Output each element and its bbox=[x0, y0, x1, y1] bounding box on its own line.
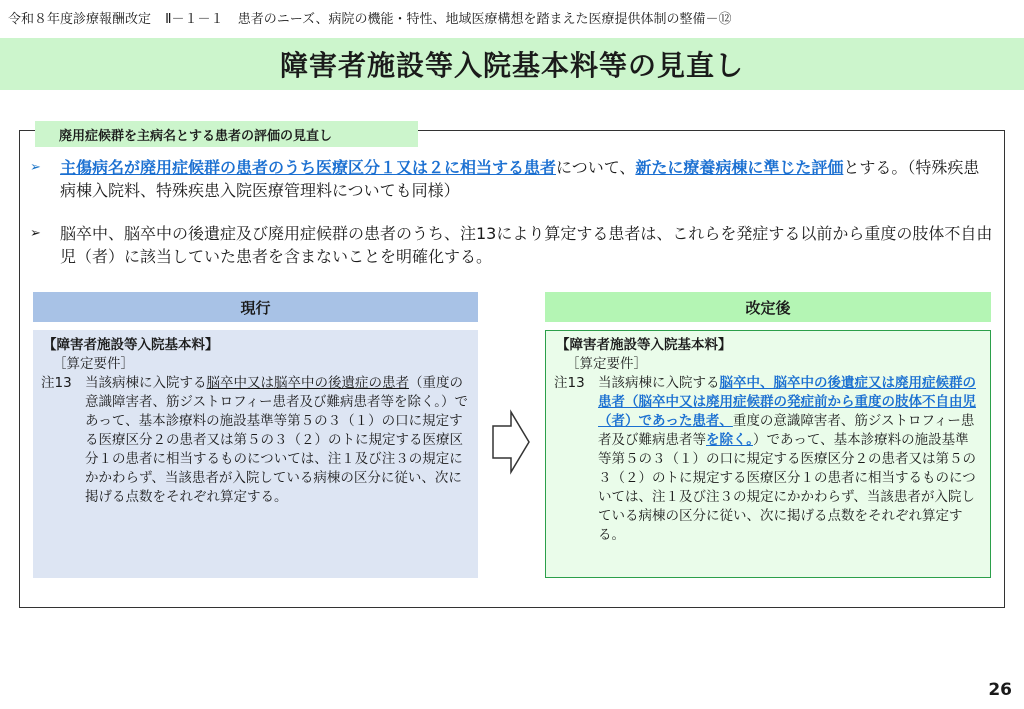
revised-note-text-2: 重度の意識障害者、筋ジストロフィー患者及び難病患者等 bbox=[598, 413, 975, 448]
revision-label: 令和８年度診療報酬改定 bbox=[8, 12, 152, 27]
revised-requirements-label: ［算定要件］ bbox=[566, 356, 647, 372]
title-bar bbox=[0, 38, 1024, 90]
revised-note-text-3: ）であって、基本診療料の施設基準等第５の３（１）の口に規定する医療区分２の患者又は第５の３（２）のトに規定する医療区分１の患者に相当するものについては、注１及び注３の規定にかかわらず、当該患者が入院している病棟の区分に従い、次に掲げる点数をそれぞれ算定する。 bbox=[598, 432, 976, 543]
revised-note bbox=[556, 374, 980, 545]
revised-box bbox=[545, 330, 991, 578]
subject-text: 患者のニーズ、病院の機能・特性、地域医療構想を踏まえた医療提供体制の整備－⑫ bbox=[237, 12, 732, 27]
revised-note-highlight-2: を除く。 bbox=[706, 432, 753, 448]
bullet-2-text: 脳卒中、脳卒中の後遺症及び廃用症候群の患者のうち、注13により算定する患者は、これらを発症する以前から重度の肢体不自由児（者）に該当していた患者を含まないことを明確化する。 bbox=[60, 224, 993, 266]
revised-heading: 改定後 bbox=[545, 292, 991, 322]
section-number: Ⅱ－１－１ bbox=[165, 12, 224, 27]
bullet-1-highlight-2: 新たに療養病棟に準じた評価 bbox=[635, 158, 844, 177]
current-title: 【障害者施設等入院基本料】 bbox=[43, 337, 219, 353]
bullet-1 bbox=[30, 156, 994, 202]
page-number: 26 bbox=[988, 680, 1012, 700]
current-note bbox=[43, 374, 468, 507]
revised-title: 【障害者施設等入院基本料】 bbox=[556, 337, 732, 353]
bullet-1-highlight-1: 主傷病名が廃用症候群の患者のうち医療区分１又は２に相当する患者 bbox=[60, 158, 557, 177]
current-note-label: 注13 bbox=[41, 375, 72, 391]
right-arrow-icon bbox=[491, 408, 531, 476]
revised-note-text-1: 当該病棟に入院する bbox=[598, 375, 720, 391]
arrow-bullet-icon: ➢ bbox=[30, 160, 41, 175]
bullet-2 bbox=[30, 222, 994, 268]
section-tab-label: 廃用症候群を主病名とする患者の評価の見直し bbox=[35, 121, 418, 147]
bullet-1-text-2: とする。（特殊疾患病棟入院料、特殊疾患入院医療管理料についても同様） bbox=[60, 158, 980, 200]
current-note-underlined: 脳卒中又は脳卒中の後遺症の患者 bbox=[206, 375, 409, 391]
current-requirements-label: ［算定要件］ bbox=[53, 356, 134, 372]
bullet-1-text-1: について、 bbox=[556, 158, 636, 177]
header-line bbox=[8, 8, 741, 27]
current-box bbox=[33, 330, 478, 578]
arrow-bullet-icon: ➢ bbox=[30, 226, 41, 241]
page-title: 障害者施設等入院基本料等の見直し bbox=[279, 49, 744, 82]
revised-note-highlight-1: 脳卒中、脳卒中の後遺症又は廃用症候群の患者（脳卒中又は廃用症候群の発症前から重度の肢体不自由児（者）であった患者、 bbox=[598, 375, 976, 429]
revised-note-label: 注13 bbox=[554, 375, 585, 391]
current-note-text-2: （重度の意識障害者、筋ジストロフィー患者及び難病患者等を除く。）であって、基本診療料の施設基準等第５の３（１）の口に規定する医療区分２の患者又は第５の３（２）のトに規定する医療区分１の患者に相当するものについては、注１及び注３の規定にかかわらず、当該患者が入院している病棟の区分に従い、次に掲げる点数をそれぞれ算定する。 bbox=[85, 375, 468, 505]
current-note-text-1: 当該病棟に入院する bbox=[85, 375, 207, 391]
current-heading: 現行 bbox=[33, 292, 478, 322]
